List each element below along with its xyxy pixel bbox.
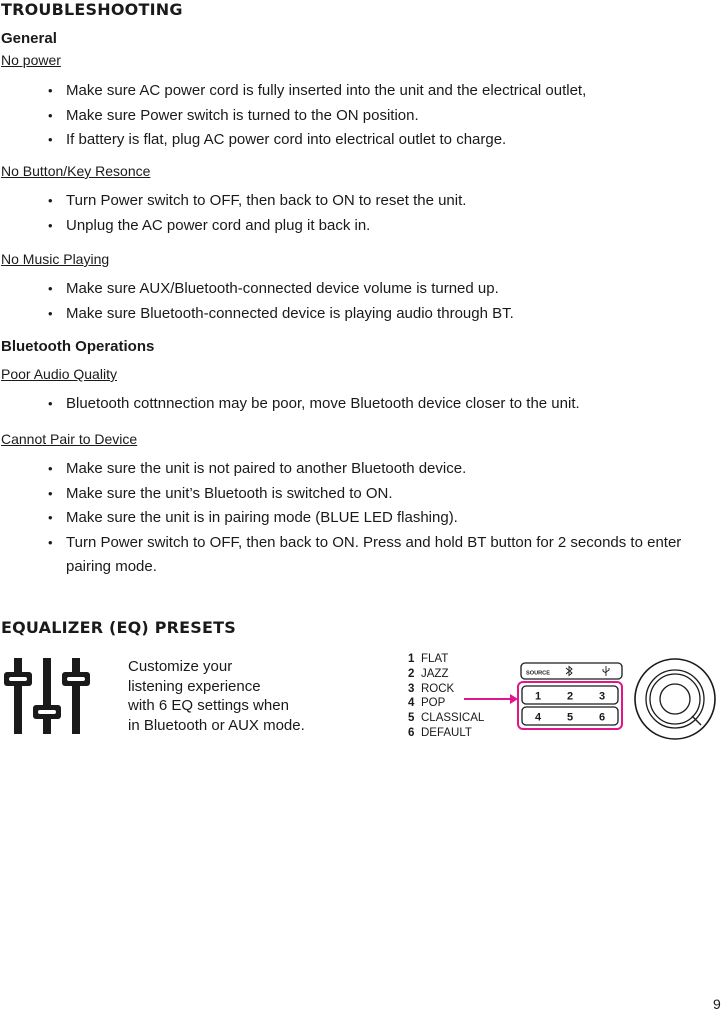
general-heading: General [1, 30, 57, 47]
no-music-label: No Music Playing [1, 251, 110, 267]
cannot-pair-list [48, 457, 698, 580]
eq-button-5[interactable]: 5 [566, 711, 574, 724]
list-item: 4 POP [408, 697, 446, 710]
list-item: • Turn Power switch to OFF, then back to ON to reset the unit. [48, 189, 708, 214]
pointer-arrow-head [510, 694, 518, 704]
no-button-label: No Button/Key Resonce [1, 163, 151, 179]
list-item: 2 JAZZ [408, 667, 449, 680]
page-title: TROUBLESHOOTING [1, 0, 183, 19]
source-label: SOURCE [526, 670, 550, 677]
list-item: • Make sure the unit is in pairing mode (BLUE LED flashing). [48, 506, 698, 531]
eq-heading: EQUALIZER (EQ) PRESETS [1, 618, 236, 637]
eq-button-6[interactable]: 6 [598, 711, 606, 724]
list-item: • Make sure AUX/Bluetooth-connected device volume is turned up. [48, 277, 708, 302]
list-item: • Make sure the unit is not paired to another Bluetooth device. [48, 457, 698, 482]
list-item: • Bluetooth cottnnection may be poor, move Bluetooth device closer to the unit. [48, 392, 708, 417]
page-number: 9 [713, 996, 721, 1012]
poor-audio-label: Poor Audio Quality [1, 366, 117, 382]
cannot-pair-label: Cannot Pair to Device [1, 431, 138, 447]
eq-control-panel-diagram [460, 656, 725, 752]
list-item: • Make sure AC power cord is fully inserted into the unit and the electrical outlet, [48, 79, 708, 104]
no-power-label: No power [1, 52, 61, 68]
list-item: • If battery is flat, plug AC power cord into electrical outlet to charge. [48, 128, 708, 153]
eq-description: Customize your listening experience with 6 EQ settings when in Bluetooth or AUX mode. [128, 658, 305, 734]
bluetooth-heading: Bluetooth Operations [1, 338, 155, 355]
list-item: 3 ROCK [408, 682, 455, 695]
list-item: 1 FLAT [408, 653, 449, 665]
eq-button-2[interactable]: 2 [566, 690, 574, 703]
list-item: 6 DEFAULT [408, 726, 472, 739]
equalizer-sliders-icon [3, 656, 95, 738]
no-music-list [48, 277, 708, 326]
list-item: • Make sure the unit’s Bluetooth is switched to ON. [48, 482, 698, 507]
list-item: • Unplug the AC power cord and plug it back in. [48, 214, 708, 239]
eq-button-3[interactable]: 3 [598, 690, 606, 703]
no-button-list [48, 189, 708, 238]
eq-button-4[interactable]: 4 [534, 711, 542, 724]
poor-audio-list [48, 392, 708, 417]
volume-knob-icon [635, 659, 715, 739]
list-item: • Make sure Power switch is turned to the ON position. [48, 104, 708, 129]
no-power-list [48, 79, 708, 153]
list-item: • Turn Power switch to OFF, then back to ON. Press and hold BT button for 2 seconds to enter pairing mode. [48, 531, 698, 580]
list-item: • Make sure Bluetooth-connected device is playing audio through BT. [48, 302, 708, 327]
eq-button-1[interactable]: 1 [534, 690, 542, 703]
list-item: 5 CLASSICAL [408, 712, 485, 725]
